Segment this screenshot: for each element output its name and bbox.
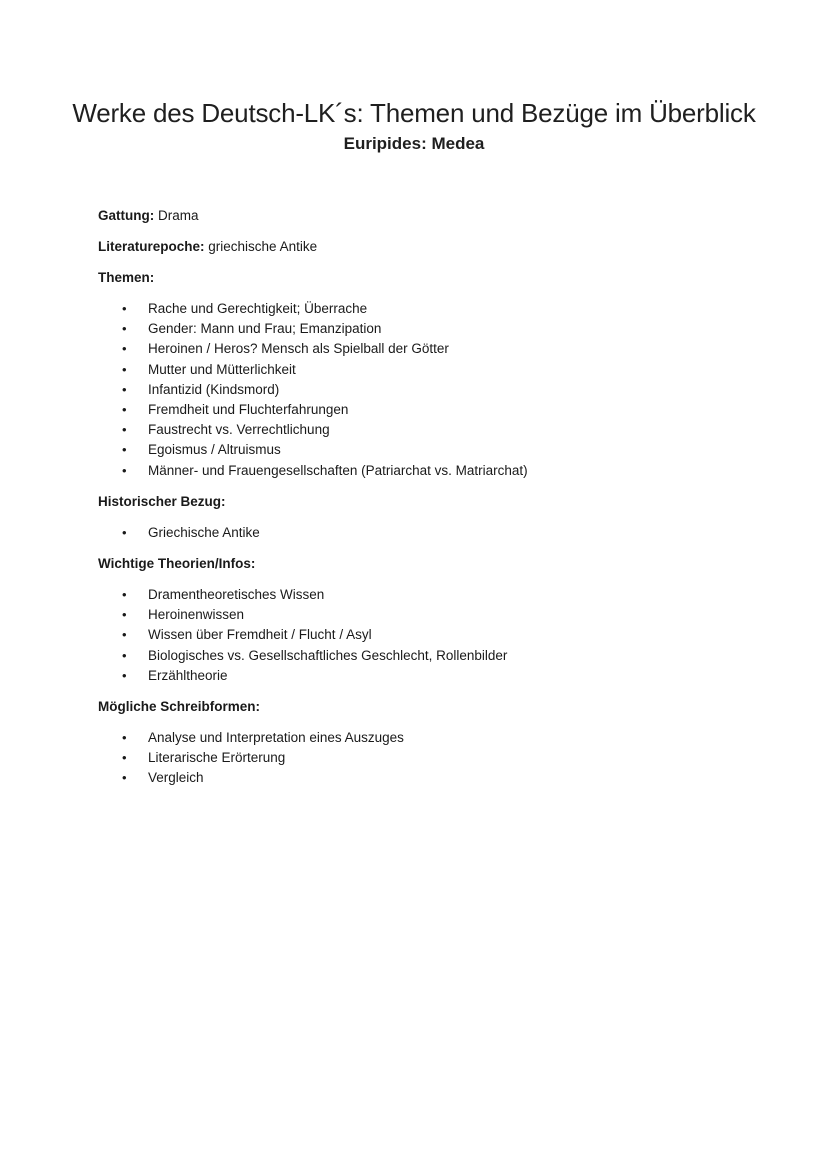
list-item: • Vergleich (98, 768, 738, 788)
list-item: • Erzähltheorie (98, 666, 738, 686)
list-item: • Faustrecht vs. Verrechtlichung (98, 420, 738, 440)
list-item: • Mutter und Mütterlichkeit (98, 360, 738, 380)
field-epoche (98, 237, 738, 257)
page-title: Werke des Deutsch-LK´s: Themen und Bezüge im Überblick (72, 98, 756, 128)
list-item: • Heroinen / Heros? Mensch als Spielball der Götter (98, 339, 738, 359)
field-epoche-label: Literaturepoche: (98, 239, 205, 254)
list-item: • Dramentheoretisches Wissen (98, 585, 738, 605)
list-themen (98, 299, 738, 481)
section-heading-historisch: Historischer Bezug: (98, 493, 226, 509)
list-item: • Griechische Antike (98, 523, 738, 543)
list-item: • Fremdheit und Fluchterfahrungen (98, 400, 738, 420)
list-schreibformen (98, 728, 738, 789)
field-gattung-label: Gattung: (98, 208, 155, 223)
list-item: • Rache und Gerechtigkeit; Überrache (98, 299, 738, 319)
page-subtitle: Euripides: Medea (343, 134, 485, 153)
list-item: • Heroinenwissen (98, 605, 738, 625)
list-item: • Gender: Mann und Frau; Emanzipation (98, 319, 738, 339)
field-gattung-value: Drama (154, 208, 199, 223)
list-historisch (98, 523, 738, 543)
section-heading-theorien: Wichtige Theorien/Infos: (98, 556, 256, 572)
list-item: • Literarische Erörterung (98, 748, 738, 768)
list-item: • Wissen über Fremdheit / Flucht / Asyl (98, 625, 738, 645)
document-body (98, 206, 738, 800)
field-gattung (98, 206, 738, 226)
list-item: • Egoismus / Altruismus (98, 440, 738, 460)
field-epoche-value: griechische Antike (204, 239, 318, 254)
section-heading-themen: Themen: (98, 270, 155, 285)
list-item: • Infantizid (Kindsmord) (98, 380, 738, 400)
list-item: • Analyse und Interpretation eines Auszuges (98, 728, 738, 748)
list-item: • Biologisches vs. Gesellschaftliches Geschlecht, Rollenbilder (98, 646, 738, 666)
section-heading-schreibformen: Mögliche Schreibformen: (98, 699, 261, 715)
list-item: • Männer- und Frauengesellschaften (Patriarchat vs. Matriarchat) (98, 461, 738, 481)
list-theorien (98, 585, 738, 686)
